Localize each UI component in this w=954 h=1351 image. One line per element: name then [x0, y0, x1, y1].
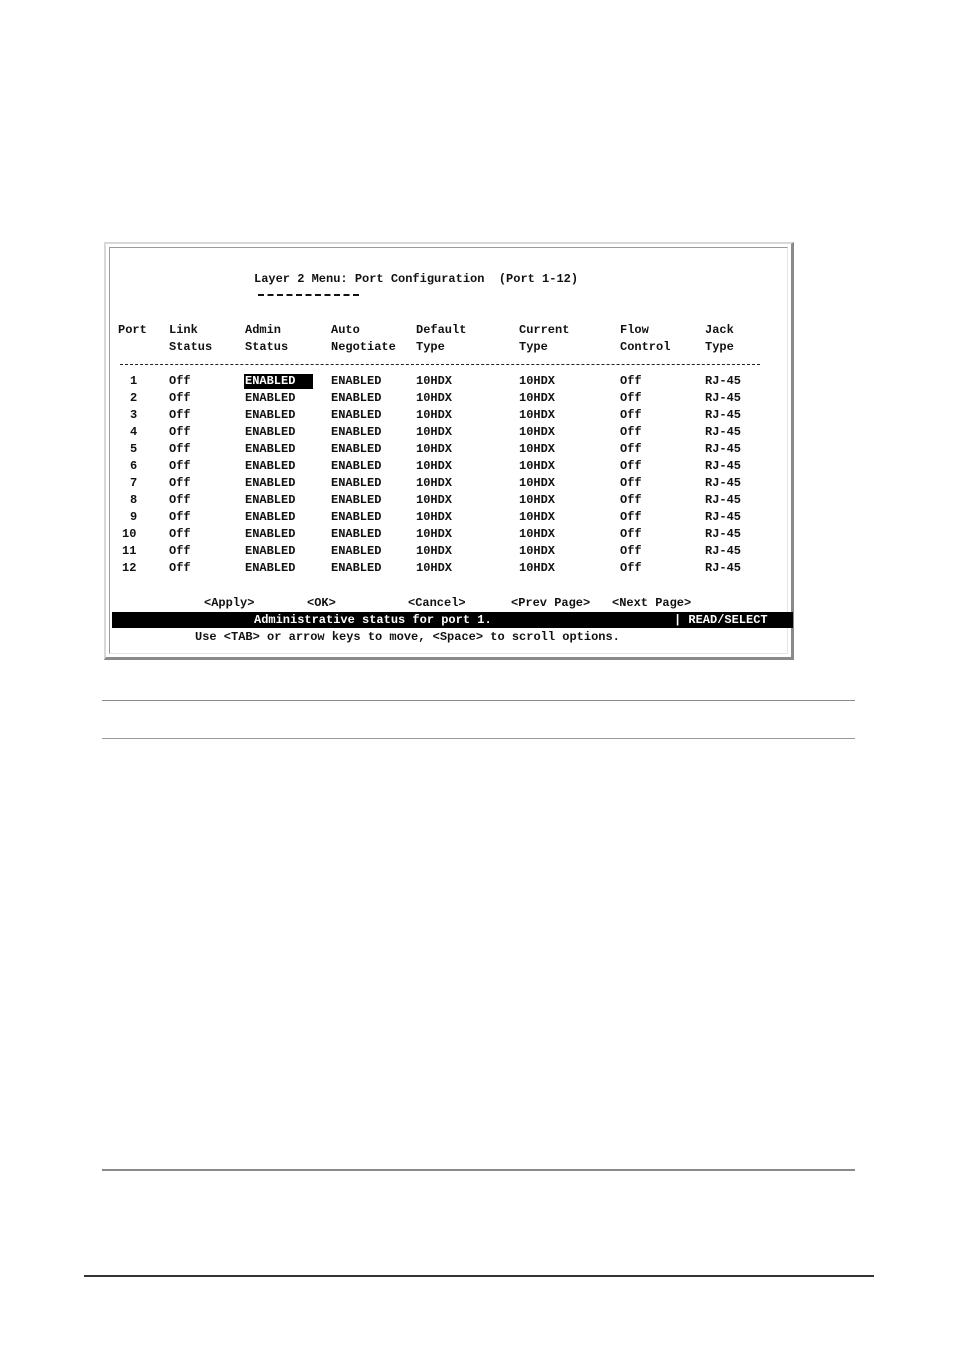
cell-current-type[interactable]: 10HDX: [519, 408, 556, 422]
apply-button[interactable]: <Apply>: [204, 596, 255, 610]
cell-admin-status[interactable]: ENABLED: [245, 408, 296, 422]
cell-default-type[interactable]: 10HDX: [416, 391, 453, 405]
column-header-default-type-line2: Type: [416, 340, 445, 354]
cell-current-type[interactable]: 10HDX: [519, 544, 556, 558]
cell-current-type[interactable]: 10HDX: [519, 425, 556, 439]
cell-admin-status[interactable]: ENABLED: [245, 510, 296, 524]
table-row: [110, 408, 787, 425]
cell-port: 1: [130, 374, 138, 388]
cell-port: 3: [130, 408, 138, 422]
cell-admin-status[interactable]: ENABLED: [245, 561, 296, 575]
column-header-link-status-line2: Status: [169, 340, 213, 354]
table-row: [110, 544, 787, 561]
status-mode: | READ/SELECT: [674, 613, 768, 627]
cell-admin-status[interactable]: ENABLED: [245, 527, 296, 541]
cell-admin-status[interactable]: ENABLED: [245, 391, 296, 405]
cell-flow-control[interactable]: Off: [620, 374, 642, 388]
cell-current-type[interactable]: 10HDX: [519, 476, 556, 490]
cell-port: 12: [122, 561, 137, 575]
cell-jack-type: RJ-45: [705, 408, 742, 422]
cell-flow-control[interactable]: Off: [620, 544, 642, 558]
cell-auto-negotiate[interactable]: ENABLED: [331, 544, 382, 558]
cell-admin-status[interactable]: ENABLED: [245, 476, 296, 490]
cell-default-type[interactable]: 10HDX: [416, 544, 453, 558]
cell-link-status: Off: [169, 493, 191, 507]
column-header-admin-status-line2: Status: [245, 340, 289, 354]
cell-port: 2: [130, 391, 138, 405]
cancel-button[interactable]: <Cancel>: [408, 596, 466, 610]
column-header-default-type: Default: [416, 323, 467, 337]
cell-port: 4: [130, 425, 138, 439]
cell-jack-type: RJ-45: [705, 476, 742, 490]
header-separator: [120, 364, 760, 365]
cell-admin-status[interactable]: ENABLED: [245, 493, 296, 507]
cell-admin-status[interactable]: ENABLED: [245, 459, 296, 473]
cell-jack-type: RJ-45: [705, 561, 742, 575]
column-header-admin-status: Admin: [245, 323, 282, 337]
cell-auto-negotiate[interactable]: ENABLED: [331, 561, 382, 575]
cell-auto-negotiate[interactable]: ENABLED: [331, 425, 382, 439]
cell-admin-status[interactable]: ENABLED: [245, 442, 296, 456]
cell-port: 8: [130, 493, 138, 507]
cell-current-type[interactable]: 10HDX: [519, 510, 556, 524]
terminal-window: [104, 242, 794, 660]
table-row: [110, 527, 787, 544]
cell-default-type[interactable]: 10HDX: [416, 425, 453, 439]
cell-jack-type: RJ-45: [705, 391, 742, 405]
cell-link-status: Off: [169, 442, 191, 456]
cell-admin-status[interactable]: ENABLED: [244, 374, 313, 389]
cell-current-type[interactable]: 10HDX: [519, 561, 556, 575]
cell-link-status: Off: [169, 391, 191, 405]
cell-default-type[interactable]: 10HDX: [416, 408, 453, 422]
table-row: [110, 493, 787, 510]
cell-auto-negotiate[interactable]: ENABLED: [331, 527, 382, 541]
column-header-flow-control: Flow: [620, 323, 649, 337]
cell-jack-type: RJ-45: [705, 527, 742, 541]
cell-jack-type: RJ-45: [705, 442, 742, 456]
cell-auto-negotiate[interactable]: ENABLED: [331, 442, 382, 456]
status-message: Administrative status for port 1.: [254, 613, 492, 627]
cell-jack-type: RJ-45: [705, 459, 742, 473]
column-header-link-status: Link: [169, 323, 198, 337]
cell-jack-type: RJ-45: [705, 544, 742, 558]
cell-auto-negotiate[interactable]: ENABLED: [331, 374, 382, 388]
table-row: [110, 476, 787, 493]
cell-auto-negotiate[interactable]: ENABLED: [331, 459, 382, 473]
cell-port: 5: [130, 442, 138, 456]
cell-port: 11: [122, 544, 137, 558]
cell-default-type[interactable]: 10HDX: [416, 459, 453, 473]
column-header-flow-control-line2: Control: [620, 340, 671, 354]
help-text: Use <TAB> or arrow keys to move, <Space> to scroll options.: [195, 630, 620, 644]
cell-current-type[interactable]: 10HDX: [519, 527, 556, 541]
divider: [102, 1169, 855, 1171]
cell-auto-negotiate[interactable]: ENABLED: [331, 493, 382, 507]
cell-flow-control[interactable]: Off: [620, 493, 642, 507]
cell-jack-type: RJ-45: [705, 493, 742, 507]
cell-current-type[interactable]: 10HDX: [519, 391, 556, 405]
cell-link-status: Off: [169, 459, 191, 473]
cell-current-type[interactable]: 10HDX: [519, 374, 556, 388]
title-underline: [258, 294, 359, 296]
table-row: [110, 459, 787, 476]
cell-port: 6: [130, 459, 138, 473]
cell-default-type[interactable]: 10HDX: [416, 527, 453, 541]
column-header-current-type-line2: Type: [519, 340, 548, 354]
table-row: [110, 442, 787, 459]
cell-link-status: Off: [169, 510, 191, 524]
table-row: [110, 425, 787, 442]
cell-link-status: Off: [169, 408, 191, 422]
ok-button[interactable]: <OK>: [307, 596, 336, 610]
cell-admin-status[interactable]: ENABLED: [245, 425, 296, 439]
cell-current-type[interactable]: 10HDX: [519, 442, 556, 456]
cell-flow-control[interactable]: Off: [620, 391, 642, 405]
terminal-screen: [109, 247, 788, 654]
cell-current-type[interactable]: 10HDX: [519, 493, 556, 507]
cell-link-status: Off: [169, 476, 191, 490]
cell-default-type[interactable]: 10HDX: [416, 510, 453, 524]
cell-link-status: Off: [169, 561, 191, 575]
column-header-current-type: Current: [519, 323, 570, 337]
cell-flow-control[interactable]: Off: [620, 408, 642, 422]
cell-auto-negotiate[interactable]: ENABLED: [331, 510, 382, 524]
divider: [102, 738, 855, 739]
column-header-auto-negotiate-line2: Negotiate: [331, 340, 396, 354]
cell-default-type[interactable]: 10HDX: [416, 476, 453, 490]
cell-auto-negotiate[interactable]: ENABLED: [331, 476, 382, 490]
cell-jack-type: RJ-45: [705, 425, 742, 439]
cell-default-type[interactable]: 10HDX: [416, 561, 453, 575]
table-row: [110, 561, 787, 578]
page-title: Layer 2 Menu: Port Configuration (Port 1-12): [254, 272, 579, 286]
divider: [102, 700, 855, 701]
footer-rule: [84, 1275, 874, 1277]
cell-admin-status[interactable]: ENABLED: [245, 544, 296, 558]
cell-flow-control[interactable]: Off: [620, 442, 642, 456]
table-row: [110, 510, 787, 527]
cell-jack-type: RJ-45: [705, 510, 742, 524]
cell-auto-negotiate[interactable]: ENABLED: [331, 391, 382, 405]
cell-flow-control[interactable]: Off: [620, 510, 642, 524]
cell-flow-control[interactable]: Off: [620, 527, 642, 541]
cell-link-status: Off: [169, 527, 191, 541]
cell-jack-type: RJ-45: [705, 374, 742, 388]
cell-default-type[interactable]: 10HDX: [416, 374, 453, 388]
table-row: [110, 391, 787, 408]
status-bar: [112, 612, 793, 628]
column-header-port: Port: [118, 323, 147, 337]
cell-link-status: Off: [169, 425, 191, 439]
table-row: [110, 374, 787, 391]
column-header-jack-type: Jack: [705, 323, 734, 337]
cell-flow-control[interactable]: Off: [620, 476, 642, 490]
cell-port: 10: [122, 527, 137, 541]
cell-default-type[interactable]: 10HDX: [416, 493, 453, 507]
prev-page-button[interactable]: <Prev Page>: [511, 596, 591, 610]
cell-flow-control[interactable]: Off: [620, 459, 642, 473]
column-header-auto-negotiate: Auto: [331, 323, 360, 337]
cell-link-status: Off: [169, 374, 191, 388]
next-page-button[interactable]: <Next Page>: [612, 596, 692, 610]
column-header-jack-type-line2: Type: [705, 340, 734, 354]
cell-flow-control[interactable]: Off: [620, 561, 642, 575]
cell-default-type[interactable]: 10HDX: [416, 442, 453, 456]
cell-link-status: Off: [169, 544, 191, 558]
cell-port: 9: [130, 510, 138, 524]
cell-auto-negotiate[interactable]: ENABLED: [331, 408, 382, 422]
cell-port: 7: [130, 476, 138, 490]
cell-flow-control[interactable]: Off: [620, 425, 642, 439]
cell-current-type[interactable]: 10HDX: [519, 459, 556, 473]
